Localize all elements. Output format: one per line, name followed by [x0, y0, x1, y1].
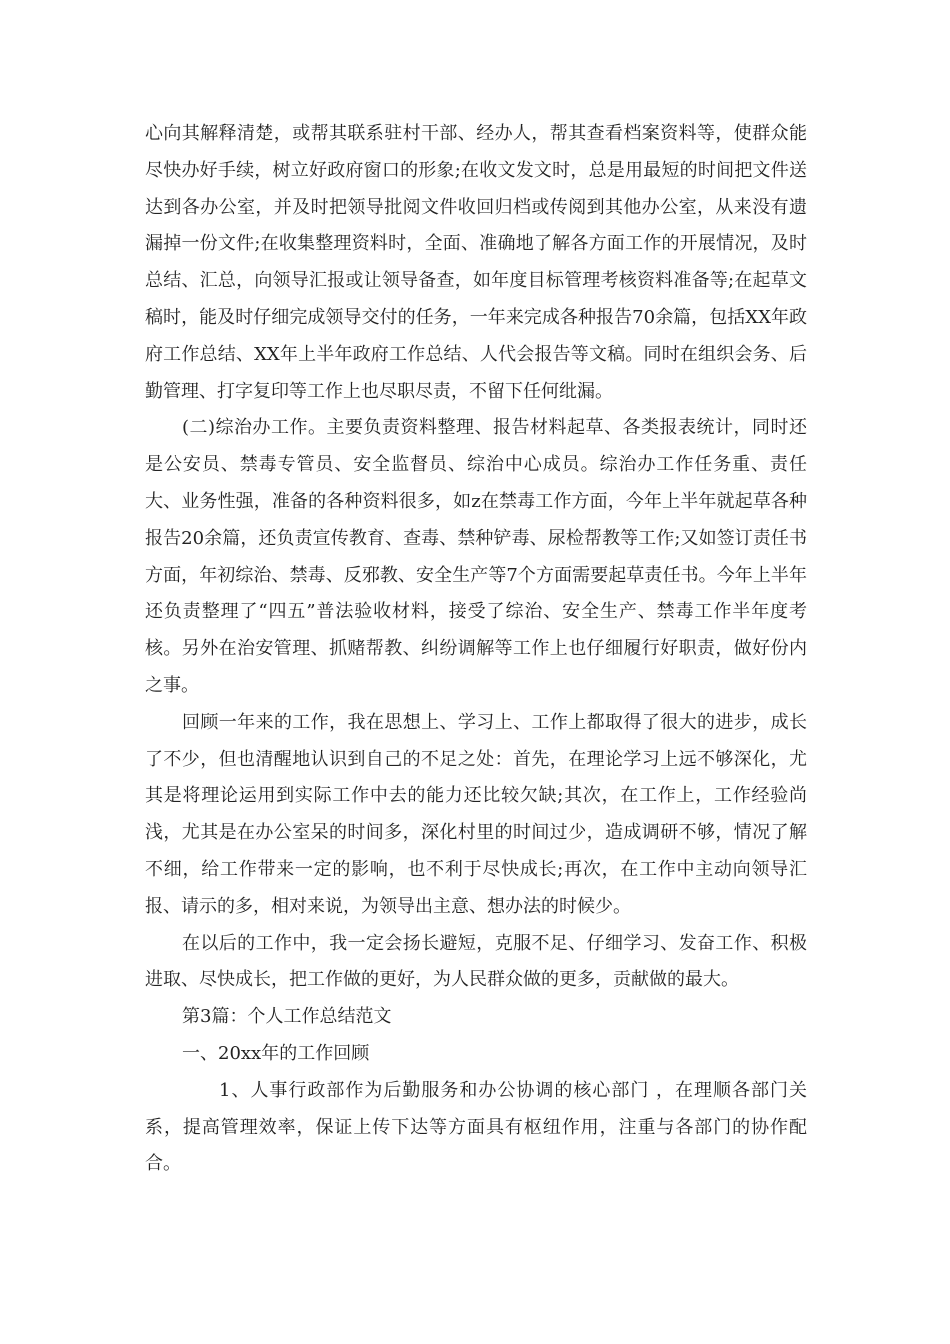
paragraph-comprehensive-office: (二)综治办工作。主要负责资料整理、报告材料起草、各类报表统计，同时还是公安员、禁毒专管员、安全监督员、综治中心成员。综治办工作任务重、责任大、业务性强，准备的各种资料很多，如z在禁毒工作方面，今年上半年就起草各种报告20余篇，还负责宣传教育、查毒、禁种铲毒、尿检帮教等工作;又如签订责任书方面，年初综治、禁毒、反邪教、安全生产等7个方面需要起草责任书。今年上半年还负责整理了“四五”普法验收材料，接受了综治、安全生产、禁毒工作半年度考核。另外在治安管理、抓赌帮教、纠纷调解等工作上也仔细履行好职责，做好份内之事。	[145, 417, 807, 696]
paragraph-continuation: 心向其解释清楚，或帮其联系驻村干部、经办人，帮其查看档案资料等，使群众能尽快办好手续，树立好政府窗口的形象;在收文发文时，总是用最短的时间把文件送达到各办公室，并及时把领导批阅文件收回归档或传阅到其他办公室，从来没有遗漏掉一份文件;在收集整理资料时，全面、准确地了解各方面工作的开展情况，及时总结、汇总，向领导汇报或让领导备查，如年度目标管理考核资料准备等;在起草文稿时，能及时仔细完成领导交付的任务，一年来完成各种报告70余篇，包括XX年政府工作总结、XX年上半年政府工作总结、人代会报告等文稿。同时在组织会务、后勤管理、打字复印等工作上也尽职尽责，不留下任何纰漏。	[145, 123, 807, 402]
paragraph-review: 回顾一年来的工作，我在思想上、学习上、工作上都取得了很大的进步，成长了不少，但也清醒地认识到自己的不足之处：首先，在理论学习上远不够深化，尤其是将理论运用到实际工作中去的能力还比较欠缺;其次，在工作上，工作经验尚浅，尤其是在办公室呆的时间多，深化村里的时间过少，造成调研不够，情况了解不细，给工作带来一定的影响，也不利于尽快成长;再次，在工作中主动向领导汇报、请示的多，相对来说，为领导出主意、想办法的时候少。	[145, 711, 807, 917]
paragraph-future-work: 在以后的工作中，我一定会扬长避短，克服不足、仔细学习、发奋工作、积极进取、尽快成长，把工作做的更好，为人民群众做的更多，贡献做的最大。	[145, 932, 807, 991]
subsection-title: 一、20xx年的工作回顾	[182, 1042, 370, 1064]
document-body	[145, 116, 807, 1183]
paragraph-hr-admin: 1、人事行政部作为后勤服务和办公协调的核心部门 ，在理顺各部门关系，提高管理效率，保证上传下达等方面具有枢纽作用，注重与各部门的协作配合。	[145, 1079, 807, 1175]
section-title: 第3篇：个人工作总结范文	[182, 1006, 392, 1028]
